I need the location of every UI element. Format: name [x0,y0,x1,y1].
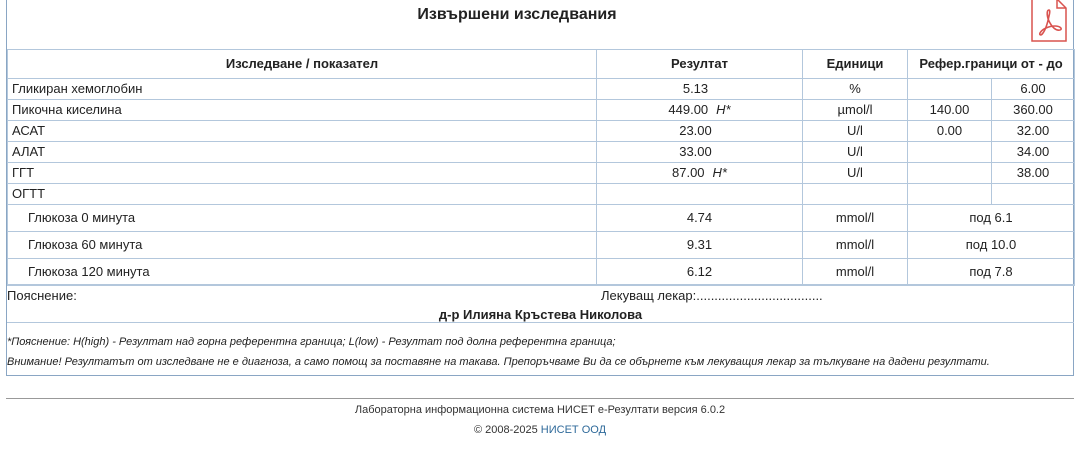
disclaimer: Внимание! Резултатът от изследване не е диагноза, а само помощ за поставяне на такава. Препоръчваме Ви да се обърнете към лекуващия лекар за тълкуване на дадени резултати. [7,356,990,368]
ref-to [992,184,1075,205]
column-header-units: Единици [803,50,908,79]
result-value: 5.13 [682,81,709,96]
notes-section [7,284,1074,323]
copyright-text: © 2008-2025 [473,424,538,436]
ref-from [908,184,992,205]
subtest-unit: mmol/l [803,232,908,259]
result-value: 33.00 [679,144,712,159]
test-result [597,163,803,184]
subtest-result: 6.12 [597,259,803,286]
table-row [8,142,1075,163]
ref-from: 0.00 [908,121,992,142]
subtest-name: Глюкоза 0 минута [8,205,597,232]
column-header-result: Резултат [597,50,803,79]
table-header-row [8,50,1075,79]
ref-from [908,142,992,163]
doctor-label: Лекуващ лекар:................................... [601,288,823,303]
test-unit: U/l [803,142,908,163]
column-header-reference: Рефер.граници от - до [908,50,1075,79]
table-row [8,100,1075,121]
table-row [8,205,1075,232]
ref-from: 140.00 [908,100,992,121]
test-name: Пикочна киселина [8,100,597,121]
subtest-unit: mmol/l [803,259,908,286]
ref-to: 360.00 [992,100,1075,121]
ref-to: 6.00 [992,79,1075,100]
results-panel [6,0,1074,376]
test-result [597,100,803,121]
pdf-icon[interactable] [1029,0,1069,42]
test-result [597,121,803,142]
ref-to: 32.00 [992,121,1075,142]
doctor-name: д-р Илияна Кръстева Николова [438,307,643,322]
test-result [597,142,803,163]
flag-legend: *Пояснение: H(high) - Резултат над горна референтна граница; L(low) - Резултат под долна референтна граница; [7,336,616,348]
system-version: Лабораторна информационна система НИСЕТ е-Резултати версия 6.0.2 [354,404,726,416]
subtest-name: Глюкоза 120 минута [8,259,597,286]
test-unit: % [803,79,908,100]
footer-divider [6,398,1074,399]
test-unit [803,184,908,205]
subtest-name: Глюкоза 60 минута [8,232,597,259]
table-row [8,121,1075,142]
subtest-result: 9.31 [597,232,803,259]
ref-to: 38.00 [992,163,1075,184]
footnotes-section [7,322,1074,377]
ref-from [908,79,992,100]
result-value: 23.00 [679,123,712,138]
test-result [597,184,803,205]
table-row [8,259,1075,286]
page-title: Извършени изследвания [417,6,617,23]
test-unit: U/l [803,163,908,184]
result-value: 449.00 [668,102,709,117]
table-row [8,163,1075,184]
explanation-label: Пояснение: [7,288,77,303]
test-unit: µmol/l [803,100,908,121]
ref-from [908,163,992,184]
subtest-reference: под 10.0 [908,232,1075,259]
subtest-result: 4.74 [597,205,803,232]
table-row [8,232,1075,259]
company-link[interactable]: НИСЕТ ООД [540,424,607,436]
test-name: ОГТТ [8,184,597,205]
table-row [8,184,1075,205]
results-table [7,49,1075,286]
result-flag: H* [716,102,731,117]
ref-to: 34.00 [992,142,1075,163]
subtest-unit: mmol/l [803,205,908,232]
subtest-reference: под 7.8 [908,259,1075,286]
copyright [0,424,1080,436]
test-name: АЛАТ [8,142,597,163]
result-flag: H* [712,165,727,180]
test-unit: U/l [803,121,908,142]
column-header-test: Изследване / показател [8,50,597,79]
result-value: 87.00 [672,165,705,180]
test-name: ГГТ [8,163,597,184]
subtest-reference: под 6.1 [908,205,1075,232]
table-row [8,79,1075,100]
test-name: АСАТ [8,121,597,142]
test-name: Гликиран хемоглобин [8,79,597,100]
test-result [597,79,803,100]
